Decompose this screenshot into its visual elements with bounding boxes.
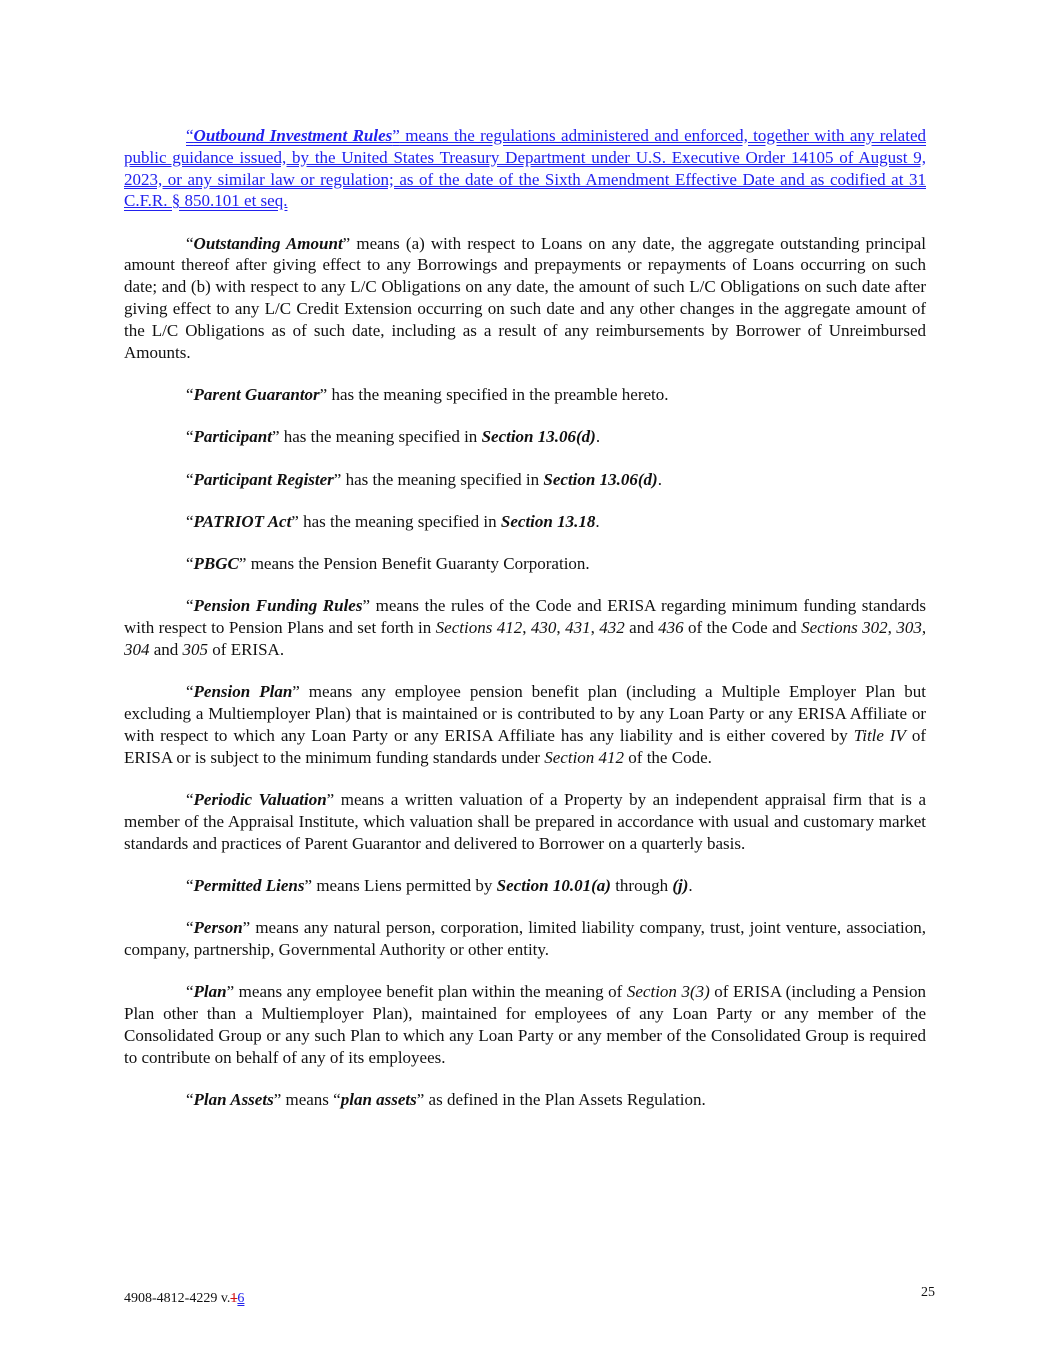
- section-reference: Section 10.01(a): [496, 875, 611, 895]
- definition-person: “Person” means any natural person, corporation, limited liability company, trust, joint venture, association, company, partnership, Governmental Authority or other entity.: [124, 918, 926, 960]
- definition-text: has the meaning specified in: [279, 427, 482, 447]
- definition-plan: “Plan” means any employee benefit plan within the meaning of Section 3(3) of ERISA (including a Pension Plan other than a Multiemployer Plan), maintained for employees of any Loan Party or any member of the Consolidated Group or any such Plan to which any Loan Party or any member of the Consolidated Group is required to contribute on behalf of any of its employees.: [124, 982, 927, 1067]
- definition-pension-plan: “Pension Plan” means any employee pension benefit plan (including a Multiple Employer Plan but excluding a Multiemployer Plan) that is maintained or is contributed to by any Loan Party or any ERISA Affiliate or with respect to which any Loan Party or any ERISA Affiliate has any liability and is either covered by Title IV of ERISA or is subject to the minimum funding standards under Section 412 of the Code.: [124, 682, 926, 767]
- definition-text: has the meaning specified in: [341, 469, 544, 489]
- definition-periodic-valuation: “Periodic Valuation” means a written valuation of a Property by an independent appraisal firm that is a member of the Appraisal Institute, which valuation shall be prepared in accordance with usual and customary market standards and practices of Parent Guarantor and delivered to Borrower on a quarterly basis.: [124, 790, 926, 853]
- section-reference: Title IV: [853, 725, 906, 745]
- definition-text: has the meaning specified in: [298, 511, 501, 531]
- section-reference: 430: [530, 618, 557, 638]
- defined-term: PBGC: [193, 554, 239, 574]
- section-reference: 304: [124, 640, 150, 660]
- defined-term: Plan: [193, 982, 227, 1002]
- definition-text: has the meaning specified in the preamble hereto.: [327, 384, 669, 404]
- defined-term-reference: plan assets: [340, 1090, 417, 1109]
- definition-pbgc: “PBGC” means the Pension Benefit Guaranty Corporation.: [186, 554, 590, 574]
- section-reference: Sections 302: [801, 618, 888, 638]
- section-reference: Section 3(3): [626, 982, 710, 1002]
- definitions-list: [124, 125, 926, 1131]
- document-id-footer: 4908-4812-4229 v.16: [124, 1291, 245, 1306]
- defined-term: Outstanding Amount: [193, 233, 343, 253]
- defined-term: Outbound Investment Rules: [193, 126, 393, 145]
- section-reference: (j): [672, 875, 689, 895]
- defined-term: Person: [193, 918, 243, 938]
- definition-parent-guarantor: “Parent Guarantor” has the meaning specified in the preamble hereto.: [186, 384, 669, 404]
- definition-text: means (a) with respect to Loans on any date, the aggregate outstanding principal amount thereof after giving effect to any Borrowings and prepayments or repayments of Loans occurring on such date; and (b) with respect to any L/C Obligations on any date, the amount of such L/C Obligations on such date after giving effect to any L/C Credit Extension occurring on such date and any other changes in the aggregate amount of the L/C Obligations as of such date, including as a result of any reimbursements by Borrower of Unreimbursed Amounts.: [124, 233, 926, 362]
- definition-participant: “Participant” has the meaning specified in Section 13.06(d).: [186, 427, 601, 447]
- definition-text: means the regulations administered and enforced, together with any related public guidance issued, by the United States Treasury Department under U.S. Executive Order 14105 of August 9, 2023, or any similar law or regulation; as of the date of the Sixth Amendment Effective Date and as codified at 31 C.F.R. § 850.101 et seq.: [124, 126, 926, 211]
- definition-outstanding-amount: “Outstanding Amount” means (a) with respect to Loans on any date, the aggregate outstanding principal amount thereof after giving effect to any Borrowings and prepayments or repayments of Loans occurring on such date; and (b) with respect to any L/C Obligations on any date, the amount of such L/C Obligations on such date after giving effect to any L/C Credit Extension occurring on such date and any other changes in the aggregate amount of the L/C Obligations as of such date, including as a result of any reimbursements by Borrower of Unreimbursed Amounts.: [124, 233, 926, 362]
- defined-term: Plan Assets: [193, 1090, 274, 1109]
- section-reference: 305: [182, 640, 209, 660]
- inserted-version: 6: [237, 1291, 245, 1306]
- defined-term: Participant Register: [193, 469, 334, 489]
- definition-text: means a written valuation of a Property by an independent appraisal firm that is a member of the Appraisal Institute, which valuation shall be prepared in accordance with usual and customary market standards and practices of Parent Guarantor and delivered to Borrower on a quarterly basis.: [124, 790, 926, 853]
- definition-pension-funding-rules: “Pension Funding Rules” means the rules of the Code and ERISA regarding minimum funding standards with respect to Pension Plans and set forth in Sections 412, 430, 431, 432 and 436 of the Code and Sections 302, 303, 304 and 305 of ERISA.: [124, 596, 927, 660]
- section-reference: 432: [599, 618, 625, 638]
- section-reference: Sections 412: [435, 618, 523, 638]
- section-reference: 431: [565, 618, 591, 638]
- defined-term: Pension Funding Rules: [193, 596, 363, 616]
- defined-term: Pension Plan: [193, 682, 293, 702]
- section-reference: Section 13.06(d): [481, 427, 596, 447]
- defined-term: Participant: [193, 427, 272, 447]
- section-reference: Section 412: [544, 747, 625, 767]
- section-reference: Section 13.18: [500, 511, 596, 531]
- definition-text: means the Pension Benefit Guaranty Corporation.: [246, 554, 590, 574]
- deleted-version: 1: [230, 1291, 238, 1306]
- definition-outbound-investment-rules: “Outbound Investment Rules” means the regulations administered and enforced, together with any related public guidance issued, by the United States Treasury Department under U.S. Executive Order 14105 of August 9, 2023, or any similar law or regulation; as of the date of the Sixth Amendment Effective Date and as codified at 31 C.F.R. § 850.101 et seq.: [124, 126, 926, 211]
- section-reference: 436: [658, 618, 684, 638]
- definition-permitted-liens: “Permitted Liens” means Liens permitted by Section 10.01(a) through (j).: [186, 875, 693, 895]
- defined-term: Periodic Valuation: [193, 790, 327, 810]
- definition-participant-register: “Participant Register” has the meaning specified in Section 13.06(d).: [186, 469, 662, 489]
- section-reference: 303: [896, 618, 922, 638]
- defined-term: Permitted Liens: [193, 875, 305, 895]
- page-number: 25: [921, 1285, 935, 1300]
- section-reference: Section 13.06(d): [543, 469, 658, 489]
- definition-plan-assets: “Plan Assets” means “plan assets” as defined in the Plan Assets Regulation.: [186, 1090, 706, 1109]
- definition-text: means any natural person, corporation, limited liability company, trust, joint venture, association, company, partnership, Governmental Authority or other entity.: [124, 918, 926, 960]
- defined-term: PATRIOT Act: [193, 511, 292, 531]
- definition-patriot-act: “PATRIOT Act” has the meaning specified in Section 13.18.: [186, 511, 600, 531]
- definition-text: means Liens permitted by: [312, 875, 497, 895]
- defined-term: Parent Guarantor: [193, 384, 320, 404]
